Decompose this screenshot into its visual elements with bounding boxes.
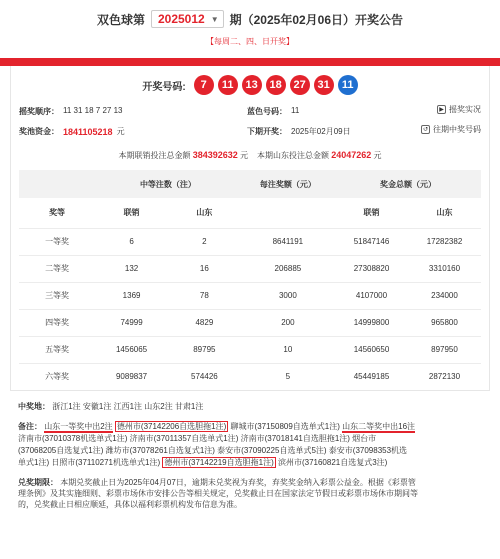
per-prize: 3000 xyxy=(241,282,335,309)
redemption-line: 的，兑奖截止日相应顺延，具体以福利彩票机构发布信息为准。 xyxy=(18,500,242,509)
chevron-down-icon: ▼ xyxy=(210,14,219,24)
table-row xyxy=(19,363,481,390)
national-total: 27308820 xyxy=(335,255,408,282)
sales-summary xyxy=(19,150,481,170)
per-prize: 206885 xyxy=(241,255,335,282)
prize-pool xyxy=(19,126,125,137)
national-total: 14560650 xyxy=(335,336,408,363)
highlighted-winner-box: 德州市(37142219自选胆拖1注) xyxy=(164,458,274,467)
per-prize: 200 xyxy=(241,309,335,336)
shandong-count: 4829 xyxy=(168,309,241,336)
total-prize-header: 奖金总额（元） xyxy=(335,170,481,198)
remarks-line: 济南市(37010378机选单式1注) 济南市(37011357自选单式1注) 济南市(37018141自选胆拖1注) 烟台市 xyxy=(18,434,377,443)
shandong-count: 78 xyxy=(168,282,241,309)
shandong-total: 234000 xyxy=(408,282,481,309)
issue-number: 2025012 xyxy=(157,12,205,26)
shandong-total: 897950 xyxy=(408,336,481,363)
prize-pool-unit: 元 xyxy=(116,127,125,136)
shandong-count-header: 山东 xyxy=(168,198,241,228)
shandong-count: 16 xyxy=(168,255,241,282)
national-sales-value: 384392632 xyxy=(192,150,238,160)
shandong-sales-label: 本期山东投注总金额 xyxy=(256,151,329,160)
remarks-segment: 单式1注) 日照市(37110271机选单式1注) xyxy=(18,458,161,467)
national-total: 45449185 xyxy=(335,363,408,390)
redemption-line: 理条例》及其实施细则、彩票市场休市安排公告等相关规定，兑奖截止日在国家法定节假日或彩票市场休市期间等 xyxy=(18,489,418,498)
title-row xyxy=(0,10,500,28)
draw-order-value: 11 31 18 7 27 13 xyxy=(63,106,123,115)
remarks-label: 备注： xyxy=(18,422,42,431)
remarks xyxy=(18,417,482,469)
next-draw-value: 2025年02月09日 xyxy=(291,127,351,136)
header xyxy=(0,0,500,58)
red-ball: 31 xyxy=(314,75,334,95)
shandong-sales-value: 24047262 xyxy=(331,150,372,160)
shandong-sales-unit: 元 xyxy=(373,151,382,160)
red-ball: 27 xyxy=(290,75,310,95)
prize-table xyxy=(19,170,481,390)
past-results-label: 往期中奖号码 xyxy=(433,125,481,134)
national-sales-unit: 元 xyxy=(240,151,249,160)
remarks-line: (37068205自选复式1注) 潍坊市(37078261自选复式1注) 泰安市(37090225自选单式5注) 泰安市(37098353机选 xyxy=(18,446,408,455)
redemption-label: 兑奖期限： xyxy=(18,478,58,487)
national-total: 51847146 xyxy=(335,228,408,255)
per-prize: 5 xyxy=(241,363,335,390)
winning-regions-value: 浙江1注 安徽1注 江西1注 山东2注 甘肃1注 xyxy=(52,402,204,411)
winning-regions-label: 中奖地： xyxy=(18,402,50,411)
shandong-total: 965800 xyxy=(408,309,481,336)
remarks-line xyxy=(18,421,482,433)
blank-header xyxy=(19,170,95,198)
level-header: 奖等 xyxy=(19,198,95,228)
result-panel xyxy=(10,66,490,391)
live-draw-button[interactable] xyxy=(437,104,481,115)
red-ball: 18 xyxy=(266,75,286,95)
table-row xyxy=(19,309,481,336)
first-prize-winner-2: 聊城市(37150809自选单式1注) xyxy=(230,422,340,431)
blue-number-value: 11 xyxy=(291,106,300,115)
prize-level: 三等奖 xyxy=(19,282,95,309)
past-results-button[interactable] xyxy=(421,124,481,135)
national-total: 4107000 xyxy=(335,282,408,309)
prize-level: 二等奖 xyxy=(19,255,95,282)
shandong-count: 2 xyxy=(168,228,241,255)
national-count: 74999 xyxy=(95,309,168,336)
draw-label: 开奖号码: xyxy=(142,81,186,93)
shandong-total-header: 山东 xyxy=(408,198,481,228)
per-blank-header xyxy=(241,198,335,228)
first-prize-winner-box: 德州市(37142206自选胆拖1注) xyxy=(116,422,227,431)
table-row xyxy=(19,336,481,363)
title-prefix: 双色球第 xyxy=(96,12,145,27)
sub-header-row xyxy=(19,198,481,228)
issue-select[interactable] xyxy=(151,10,224,28)
shandong-count: 574426 xyxy=(168,363,241,390)
draw-order xyxy=(19,106,122,117)
blue-number-label: 蓝色号码： xyxy=(247,107,287,116)
national-count: 132 xyxy=(95,255,168,282)
draw-order-label: 摇奖顺序： xyxy=(19,107,59,116)
video-icon: ▶ xyxy=(437,105,446,114)
table-row xyxy=(19,282,481,309)
red-divider xyxy=(0,58,500,66)
shandong-total: 3310160 xyxy=(408,255,481,282)
prize-level: 一等奖 xyxy=(19,228,95,255)
per-prize: 10 xyxy=(241,336,335,363)
red-ball: 7 xyxy=(194,75,214,95)
blue-ball: 11 xyxy=(338,75,358,95)
national-sales-label: 本期联销投注总金额 xyxy=(118,151,191,160)
shandong-total: 2872130 xyxy=(408,363,481,390)
first-prize-note: 山东一等奖中出2注 xyxy=(44,422,113,431)
national-count-header: 联销 xyxy=(95,198,168,228)
table-row xyxy=(19,228,481,255)
prize-level: 六等奖 xyxy=(19,363,95,390)
bottom-section xyxy=(0,391,500,510)
national-count: 1456065 xyxy=(95,336,168,363)
winner-count-header: 中等注数（注） xyxy=(95,170,241,198)
group-header-row xyxy=(19,170,481,198)
national-total: 14999800 xyxy=(335,309,408,336)
per-prize: 8641191 xyxy=(241,228,335,255)
draw-numbers xyxy=(19,66,481,104)
national-count: 1369 xyxy=(95,282,168,309)
live-draw-label: 摇奖实况 xyxy=(449,105,481,114)
history-icon: ↺ xyxy=(422,126,429,133)
shandong-count: 89795 xyxy=(168,336,241,363)
draw-schedule: 【每周二、四、日开奖】 xyxy=(206,37,294,46)
blue-number xyxy=(247,106,299,117)
redemption-notice xyxy=(18,469,482,510)
redemption-line xyxy=(18,477,482,488)
next-draw-label: 下期开奖： xyxy=(247,127,287,136)
shandong-total: 17282382 xyxy=(408,228,481,255)
redemption-text: 本期兑奖截止日为2025年04月07日，逾期未兑奖视为弃奖，弃奖奖金纳入彩票公益金。根据《彩票管 xyxy=(60,478,416,487)
prize-pool-label: 奖池资金： xyxy=(19,127,59,136)
remarks-line xyxy=(18,457,482,469)
per-prize-header: 每注奖额（元） xyxy=(241,170,335,198)
table-row xyxy=(19,255,481,282)
next-draw xyxy=(247,126,351,137)
prize-level: 四等奖 xyxy=(19,309,95,336)
remarks-segment: 滨州市(37160821自选复式3注) xyxy=(277,458,388,467)
prize-pool-value: 1841105218 xyxy=(63,126,113,137)
national-count: 6 xyxy=(95,228,168,255)
prize-level: 五等奖 xyxy=(19,336,95,363)
draw-info xyxy=(19,104,481,150)
national-count: 9089837 xyxy=(95,363,168,390)
winning-regions xyxy=(18,391,482,417)
second-prize-note: 山东二等奖中出16注 xyxy=(342,422,416,431)
title-suffix: 期（2025年02月06日）开奖公告 xyxy=(229,12,404,27)
red-ball: 13 xyxy=(242,75,262,95)
national-total-header: 联销 xyxy=(335,198,408,228)
red-ball: 11 xyxy=(218,75,238,95)
